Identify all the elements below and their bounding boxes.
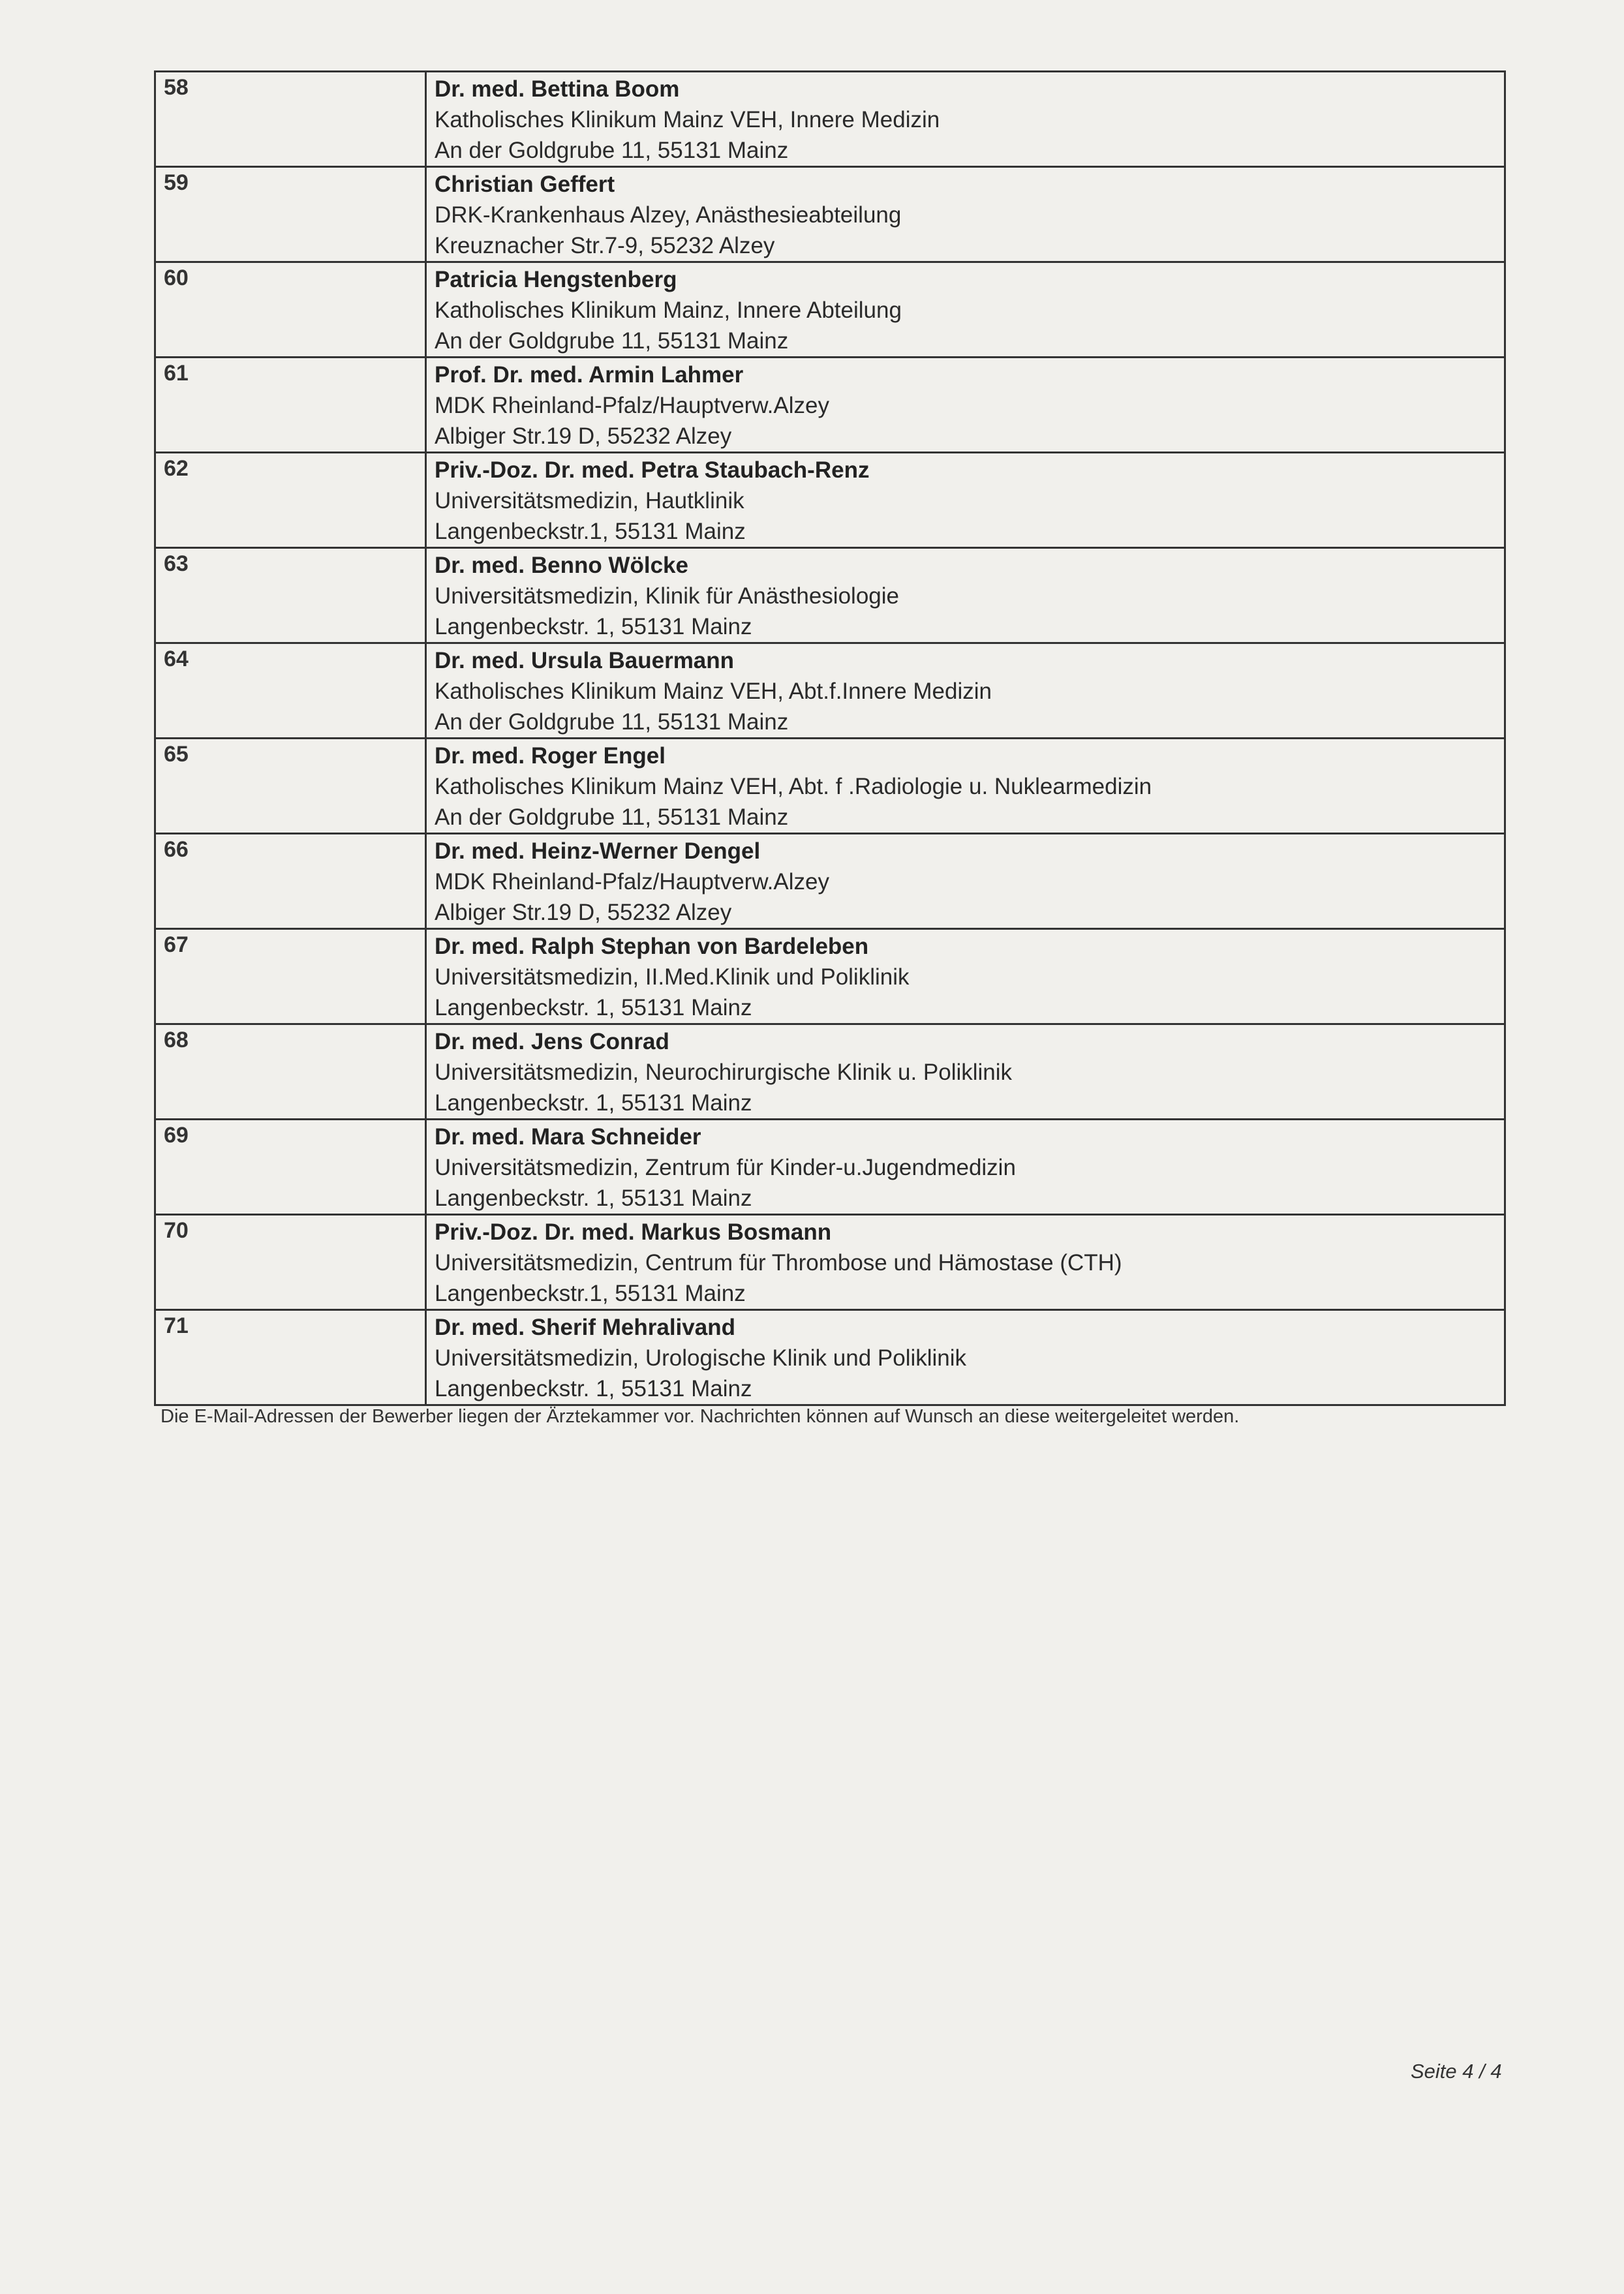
applicant-address: An der Goldgrube 11, 55131 Mainz (435, 328, 789, 354)
applicant-address: Langenbeckstr.1, 55131 Mainz (435, 519, 746, 544)
applicant-name: Christian Geffert (435, 172, 615, 197)
table-row (155, 834, 1505, 929)
applicant-institution: Universitätsmedizin, Centrum für Thrombose und Hämostase (CTH) (435, 1250, 1122, 1276)
entry-details (426, 929, 1505, 1024)
table-row (155, 1215, 1505, 1310)
applicant-name: Patricia Hengstenberg (435, 267, 677, 292)
applicant-address: An der Goldgrube 11, 55131 Mainz (435, 804, 789, 830)
entry-details (426, 167, 1505, 262)
entry-number: 63 (155, 548, 426, 643)
applicant-institution: Katholisches Klinikum Mainz, Innere Abteilung (435, 298, 902, 323)
entry-details (426, 358, 1505, 453)
applicant-address: Langenbeckstr. 1, 55131 Mainz (435, 995, 752, 1020)
applicant-name: Dr. med. Roger Engel (435, 743, 666, 769)
entry-details (426, 453, 1505, 548)
applicant-name: Dr. med. Benno Wölcke (435, 553, 688, 578)
entry-number: 61 (155, 358, 426, 453)
applicant-institution: DRK-Krankenhaus Alzey, Anästhesieabteilung (435, 202, 902, 228)
table-row (155, 72, 1505, 167)
applicant-address: Langenbeckstr. 1, 55131 Mainz (435, 1090, 752, 1116)
applicant-address: Kreuznacher Str.7-9, 55232 Alzey (435, 233, 775, 258)
applicant-name: Prof. Dr. med. Armin Lahmer (435, 362, 744, 388)
entry-number: 70 (155, 1215, 426, 1310)
applicant-institution: Universitätsmedizin, Urologische Klinik und Poliklinik (435, 1345, 967, 1371)
applicant-institution: Universitätsmedizin, Neurochirurgische Klinik u. Poliklinik (435, 1060, 1013, 1085)
table-row (155, 262, 1505, 358)
applicant-institution: Katholisches Klinikum Mainz VEH, Abt. f .Radiologie u. Nuklearmedizin (435, 774, 1152, 799)
entry-number: 67 (155, 929, 426, 1024)
applicant-name: Priv.-Doz. Dr. med. Petra Staubach-Renz (435, 457, 870, 483)
applicant-table (154, 70, 1506, 1406)
applicant-address: An der Goldgrube 11, 55131 Mainz (435, 709, 789, 735)
entry-details (426, 643, 1505, 739)
applicant-name: Dr. med. Ursula Bauermann (435, 648, 735, 673)
entry-details (426, 72, 1505, 167)
table-row (155, 739, 1505, 834)
footnote: Die E-Mail-Adressen der Bewerber liegen der Ärztekammer vor. Nachrichten können auf Wunsch an diese weitergeleitet werden. (161, 1406, 1240, 1427)
applicant-table-body (155, 72, 1505, 1405)
applicant-address: Langenbeckstr. 1, 55131 Mainz (435, 614, 752, 639)
applicant-institution: MDK Rheinland-Pfalz/Hauptverw.Alzey (435, 393, 829, 418)
applicant-institution: Universitätsmedizin, Hautklinik (435, 488, 744, 513)
applicant-name: Dr. med. Ralph Stephan von Bardeleben (435, 934, 869, 959)
applicant-institution: Universitätsmedizin, II.Med.Klinik und Poliklinik (435, 964, 910, 990)
entry-details (426, 548, 1505, 643)
applicant-name: Dr. med. Heinz-Werner Dengel (435, 838, 761, 864)
table-row (155, 643, 1505, 739)
entry-details (426, 1024, 1505, 1120)
applicant-address: Langenbeckstr. 1, 55131 Mainz (435, 1185, 752, 1211)
table-row (155, 1310, 1505, 1405)
applicant-name: Dr. med. Sherif Mehralivand (435, 1315, 735, 1340)
applicant-name: Dr. med. Jens Conrad (435, 1029, 669, 1054)
table-row (155, 1024, 1505, 1120)
entry-details (426, 834, 1505, 929)
entry-number: 58 (155, 72, 426, 167)
entry-details (426, 1215, 1505, 1310)
entry-number: 65 (155, 739, 426, 834)
applicant-institution: MDK Rheinland-Pfalz/Hauptverw.Alzey (435, 869, 829, 895)
entry-number: 68 (155, 1024, 426, 1120)
entry-number: 62 (155, 453, 426, 548)
table-row (155, 358, 1505, 453)
page-number: Seite 4 / 4 (1411, 2060, 1502, 2083)
applicant-address: Langenbeckstr. 1, 55131 Mainz (435, 1376, 752, 1401)
entry-number: 69 (155, 1120, 426, 1215)
applicant-name: Dr. med. Mara Schneider (435, 1124, 701, 1150)
entry-number: 64 (155, 643, 426, 739)
applicant-address: Albiger Str.19 D, 55232 Alzey (435, 423, 732, 449)
entry-details (426, 739, 1505, 834)
applicant-institution: Katholisches Klinikum Mainz VEH, Abt.f.Innere Medizin (435, 679, 992, 704)
applicant-name: Priv.-Doz. Dr. med. Markus Bosmann (435, 1219, 832, 1245)
table-row (155, 548, 1505, 643)
entry-number: 60 (155, 262, 426, 358)
applicant-address: Albiger Str.19 D, 55232 Alzey (435, 900, 732, 925)
entry-number: 66 (155, 834, 426, 929)
entry-details (426, 1310, 1505, 1405)
table-row (155, 453, 1505, 548)
entry-details (426, 262, 1505, 358)
applicant-address: Langenbeckstr.1, 55131 Mainz (435, 1281, 746, 1306)
entry-number: 59 (155, 167, 426, 262)
applicant-institution: Universitätsmedizin, Zentrum für Kinder-u.Jugendmedizin (435, 1155, 1016, 1180)
applicant-name: Dr. med. Bettina Boom (435, 76, 680, 102)
table-row (155, 1120, 1505, 1215)
applicant-institution: Katholisches Klinikum Mainz VEH, Innere Medizin (435, 107, 940, 132)
table-row (155, 929, 1505, 1024)
applicant-institution: Universitätsmedizin, Klinik für Anästhesiologie (435, 583, 899, 609)
entry-details (426, 1120, 1505, 1215)
applicant-address: An der Goldgrube 11, 55131 Mainz (435, 138, 789, 163)
table-row (155, 167, 1505, 262)
entry-number: 71 (155, 1310, 426, 1405)
